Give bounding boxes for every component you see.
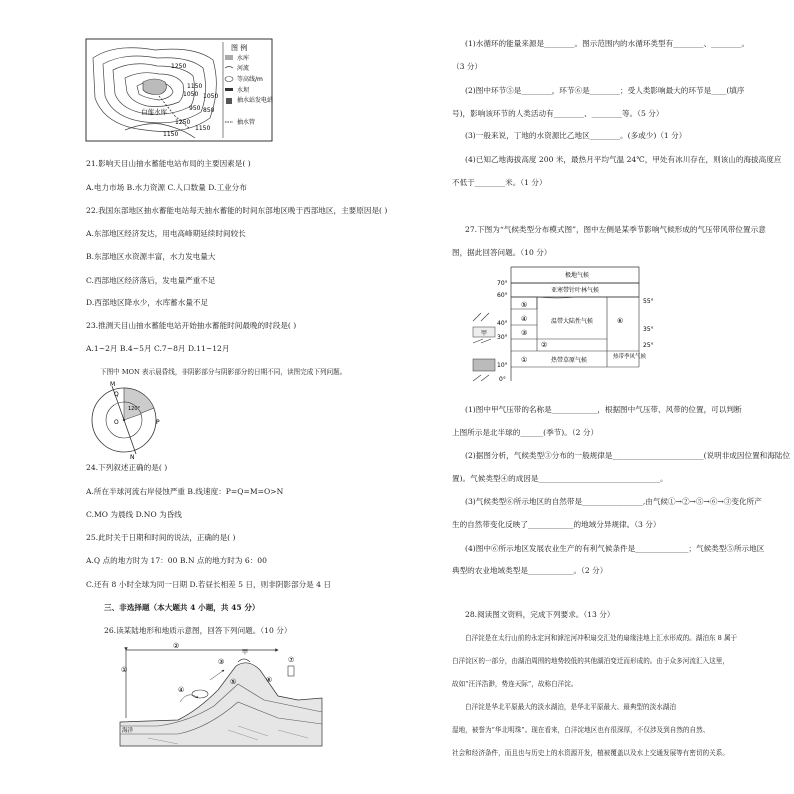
label-4: ④: [178, 686, 185, 694]
question-22-option-b: B.东部地区水资源丰富，水力发电量大: [86, 252, 216, 261]
q27-part-3-line-2: 生的自然带变化反映了____________的地域分异规律。（3 分）: [452, 520, 661, 529]
reservoir-contour-map: [85, 38, 273, 142]
label-q: Q: [114, 391, 119, 398]
contour-label-5: 1050: [203, 93, 219, 100]
lat-60: 60°: [497, 292, 508, 299]
legend-item-6: 抽水管: [237, 119, 256, 126]
legend-item-1: 水库: [237, 55, 250, 62]
question-25-options-ab: A.Q 点的地方时为 17：00 B.N 点的地方时为 6：00: [86, 556, 267, 565]
contour-label-3: 1150: [187, 83, 203, 90]
climate-temperate-continental: 温带大陆性气候: [551, 318, 594, 325]
contour-label-2: 1050: [183, 91, 199, 98]
contour-label-4: 1250: [175, 119, 191, 126]
earth-illumination-diagram: [86, 380, 166, 460]
lat-10: 10°: [497, 362, 508, 369]
label-p: P: [156, 419, 160, 426]
lat-30: 30°: [497, 334, 508, 341]
q27-part-4-line-1: (4)图中⑥所示地区发展农业生产的有利气候条件是______________；气候类型⑤所示地区: [465, 544, 765, 553]
label-3: ③: [218, 658, 225, 666]
climate-num-6: ⑥: [617, 317, 624, 325]
question-27-line-1: 27.下图为“气候类型分布模式图”，图中左侧是某季节影响气候形成的气压带风带位置示意: [465, 225, 766, 234]
reservoir-name: 白莲水库: [141, 108, 167, 116]
label-jia: 甲: [481, 330, 488, 337]
label-6: ⑥: [266, 676, 273, 684]
q26-part-1: (1)水循环的能量来源是________。图示范围内的水循环类型有________、________。: [465, 39, 750, 48]
question-21: 21.影响天目山抽水蓄能电站布局的主要因素是( ): [86, 159, 251, 168]
lat-55: 55°: [643, 298, 654, 305]
question-22-option-a: A.东部地区经济发达，用电高峰期延续时间较长: [86, 229, 246, 238]
passage-1-line-1: 白洋淀是在太行山前的永定河和滹沱河冲积扇交汇处的扇缘洼地上汇水形成的。湖泊东 8 属于: [465, 634, 738, 642]
q27-part-1-line-2: 上图所示是北半球的______(季节)。（2 分）: [452, 428, 599, 437]
q26-part-1-score: （3 分）: [452, 62, 483, 71]
label-angle: 120°: [128, 406, 141, 412]
label-jia: 甲: [242, 649, 249, 656]
label-m: M: [110, 381, 116, 388]
q26-part-2-line-1: (2)图中环节⑤是________，环节⑥是________；受人类影响最大的环节是____(填序: [465, 86, 745, 95]
q26-part-4-line-2: 不低于________米。（1 分）: [452, 178, 547, 187]
climate-num-5: ⑤: [521, 301, 528, 309]
q26-part-4-line-1: (4)已知乙地海拔高度 200 米，最热月平均气温 24℃，甲处有冰川存在，则该山的海拔高度应: [465, 155, 782, 164]
question-27-line-2: 图，据此回答问题。（10 分）: [452, 248, 552, 257]
legend-title: 图 例: [231, 44, 248, 52]
question-28: 28.阅读图文资料，完成下列要求。（13 分）: [465, 610, 615, 619]
climate-num-4: ④: [521, 315, 528, 323]
question-23-options: A.1~2月 B.4~5月 C.7~8月 D.11~12月: [86, 344, 230, 353]
earth-intro: 下图中 MON 表示晨昏线，非阴影部分与阴影部分的日期不同，读图完成下列问题。: [100, 368, 347, 376]
lat-0: 0°: [499, 376, 506, 383]
lat-70: 70°: [497, 280, 508, 287]
climate-num-2: ②: [541, 341, 548, 349]
question-21-options: A.电力市场 B.水力资源 C.人口数量 D.工业分布: [86, 183, 247, 192]
legend-item-4: 水坝: [237, 87, 250, 94]
question-24-options-ab: A.所在半球河流右岸侵蚀严重 B.线速度：P=Q=M=O>N: [86, 487, 284, 496]
label-ocean: 海洋: [122, 728, 134, 734]
contour-label-8: 1150: [195, 125, 211, 132]
legend-item-2: 河流: [237, 65, 250, 72]
climate-distribution-diagram: [467, 263, 667, 393]
question-23: 23.推测天目山抽水蓄能电站开始抽水蓄能时间最晚的时段是( ): [86, 321, 297, 330]
legend-item-5: 抽水站发电站: [237, 97, 273, 104]
label-5: ⑤: [230, 678, 237, 686]
question-22: 22.我国东部地区抽水蓄能电站每天抽水蓄能的时间东部地区晚于西部地区，主要原因是( ): [86, 206, 388, 215]
label-1: ①: [121, 666, 128, 674]
legend-item-3: 等高线/m: [237, 76, 263, 83]
question-24-options-cd: C.MO 为晨线 D.NO 为昏线: [86, 510, 182, 519]
water-cycle-diagram: [118, 640, 324, 750]
label-n: N: [130, 454, 135, 460]
passage-1-line-3: 故如“汪洋浩渺，势连天际”，故称白洋淀。: [452, 680, 578, 688]
q27-part-4-line-2: 典型的农业地域类型是____________。（2 分）: [452, 566, 608, 575]
contour-label-6: 950: [189, 105, 201, 112]
q26-part-3: (3)一般来说，丁地的水资源比乙地区________。(多或少)（1 分）: [465, 131, 687, 140]
climate-tropical-monsoon: 热带季风气候: [613, 354, 647, 360]
question-26: 26.读某陆地形和地质示意图，回答下列问题。（10 分）: [104, 626, 292, 635]
q27-part-2-line-1: (2)据图分析，气候类型③分布的一般规律是________________________(说明非成因位置和海陆位: [465, 451, 791, 460]
question-22-option-d: D.西部地区降水少，水库蓄水量不足: [86, 298, 209, 307]
lat-40: 40°: [497, 320, 508, 327]
q27-part-2-line-2: 置)。气候类型④的成因是________________________________。: [452, 474, 668, 483]
climate-num-3: ③: [521, 329, 528, 337]
label-7: ⑦: [288, 656, 295, 664]
contour-label-9: 1150: [163, 131, 179, 138]
climate-polar: 极地气候: [565, 272, 590, 279]
label-o: O: [114, 419, 119, 426]
question-25-options-cd: C.还有 8 小时全球为同一日期 D.若昼长相差 5 日，则非阴影部分是 4 日: [86, 580, 332, 589]
climate-num-1: ①: [521, 356, 528, 364]
q27-part-3-line-1: (3)气候类型⑥所示地区的自然带是________________,由气候①→②→⑤→⑥→③变化所产: [465, 497, 762, 506]
contour-label-1: 1250: [171, 63, 187, 70]
q27-part-1-line-1: (1)图中甲气压带的名称是____________，根据图中气压带、风带的位置，可以判断: [465, 405, 742, 414]
label-2: ②: [173, 642, 180, 650]
question-25: 25.此时关于日期和时间的说法，正确的是( ): [86, 533, 236, 542]
lat-35: 35°: [643, 326, 654, 333]
question-24: 24.下列叙述正确的是( ): [86, 463, 168, 472]
passage-2-line-3: 社会和经济条件，而且也与历史上的水资源开发，植被覆盖以及水上交通发展等有密切的关系。: [452, 749, 729, 757]
climate-subarctic: 亚寒带针叶林气候: [551, 287, 600, 294]
section-3-heading: 三、非选择题（本大题共 4 小题，共 45 分）: [104, 603, 260, 612]
q26-part-2-line-2: 号)，影响该环节的人类活动有________、________等。（5 分）: [452, 109, 664, 118]
question-22-option-c: C.西部地区经济落后，发电量严重不足: [86, 276, 216, 285]
contour-label-7: 850: [203, 107, 215, 114]
lat-25: 25°: [643, 342, 654, 349]
passage-2-line-1: 白洋淀是华北平原最大的淡水湖泊，是华北平原最大、最典型的淡水湖泊: [465, 703, 676, 711]
climate-tropical-savanna: 热带草原气候: [551, 357, 588, 364]
passage-1-line-2: 白洋淀区的一部分，由湖泊周围的地势较低的其他湖泊变迁而形成的。由于众多河流汇入这里，: [452, 657, 729, 665]
passage-2-line-2: 湿地，被誉为“华北明珠”。现在看来，白洋淀地区也有很深厚，不仅涉及到自然的自然、: [452, 726, 710, 734]
